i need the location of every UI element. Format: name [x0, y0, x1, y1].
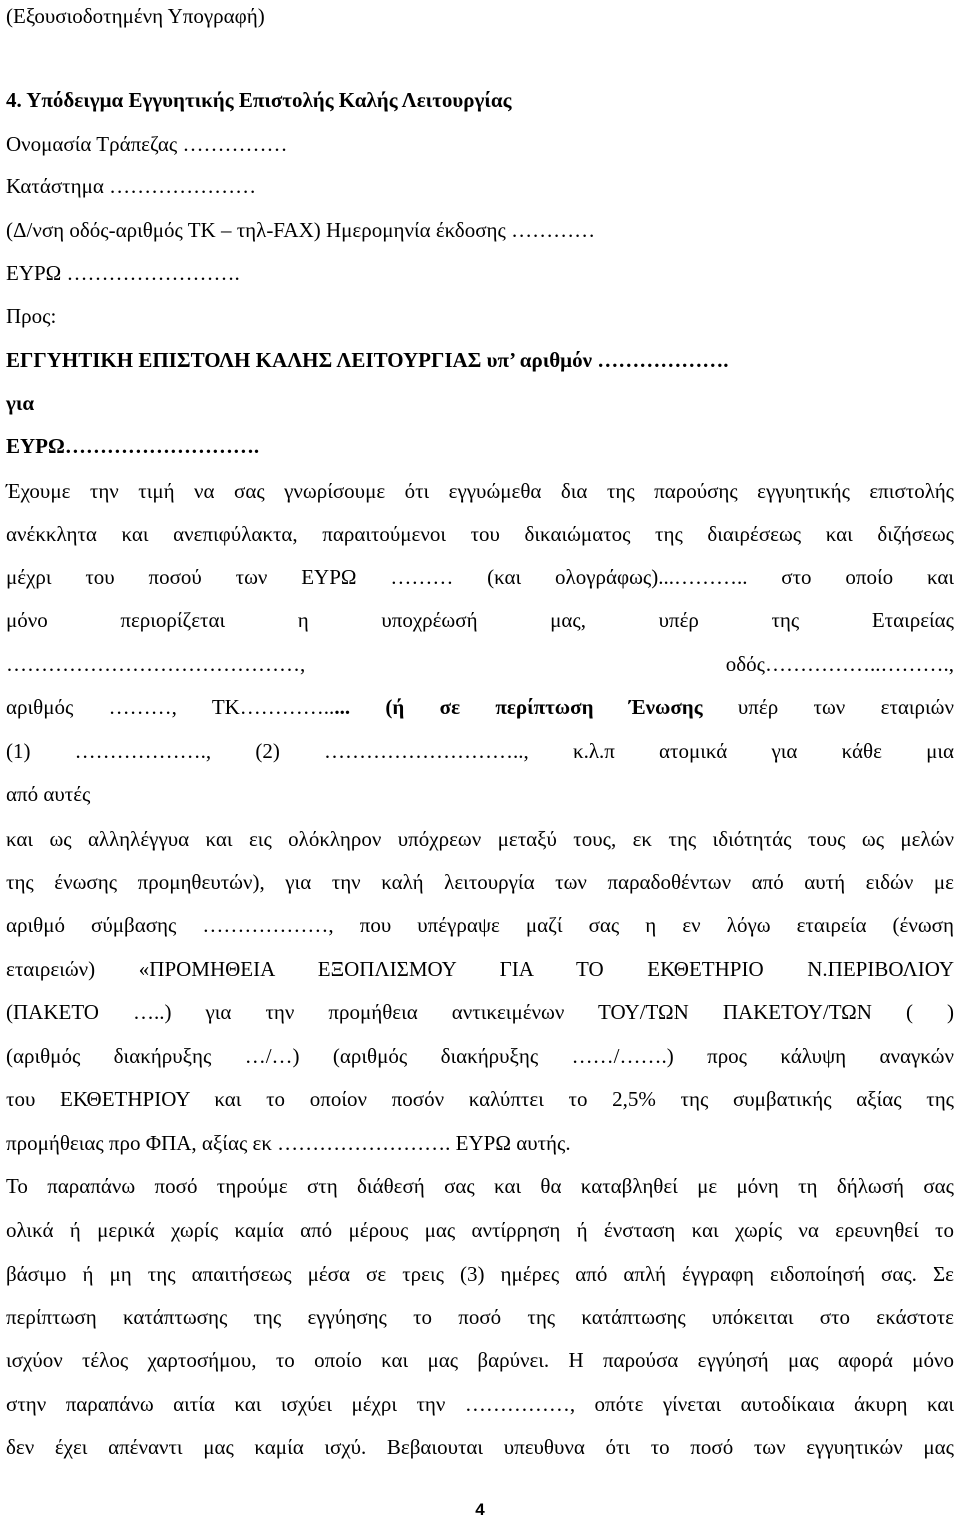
body-line: (αριθμός διακήρυξης …/…) (αριθμός διακήρυξης ……/…….) προς κάλυψη αναγκών [6, 1044, 954, 1068]
bank-name-line: Ονομασία Τράπεζας …………… [6, 132, 288, 156]
section-heading: 4. Υπόδειγμα Εγγυητικής Επιστολής Καλής Λειτουργίας [6, 88, 512, 112]
recipient-line: Προς: [6, 304, 57, 328]
body-fragment-bold: ... (ή σε περίπτωση Ένωσης [334, 695, 703, 719]
body-line: ανέκκλητα και ανεπιφύλακτα, παραιτούμενοι του δικαιώματος της διαιρέσεως και διζήσεως [6, 522, 954, 546]
body-line: της ένωσης προμηθευτών), για την καλή λειτουργία των παραδοθέντων από αυτή ειδών με [6, 870, 954, 894]
body-line: μέχρι του ποσού των ΕΥΡΩ ……… (και ολογράφως)...……….. στο οποίο και [6, 565, 954, 589]
body-line: στην παραπάνω αιτία και ισχύει μέχρι την ……………, οπότε γίνεται αυτοδίκαια άκυρη και [6, 1392, 954, 1416]
body-line [6, 693, 954, 721]
body-line: δεν έχει απέναντι μας καμία ισχύ. Βεβαιουται υπευθυνα ότι το ποσό των εγγυητικών μας [6, 1435, 954, 1459]
signature-caption: (Εξουσιοδοτημένη Υπογραφή) [6, 4, 265, 28]
body-line: εταιρειών) «ΠΡΟΜΗΘΕΙΑ ΕΞΟΠΛΙΣΜΟΥ ΓΙΑ ΤΟ ΕΚΘΕΤΗΡΙΟ Ν.ΠΕΡΙΒΟΛΙΟΥ [6, 957, 954, 981]
body-line: περίπτωση κατάπτωσης της εγγύησης το ποσό της κατάπτωσης υπόκειται στο εκάστοτε [6, 1305, 954, 1329]
body-line: μόνο περιορίζεται η υποχρέωσή μας, υπέρ της Εταιρείας [6, 608, 954, 632]
body-line: από αυτές [6, 782, 91, 806]
letter-title-amount: ΕΥΡΩ………………………. [6, 434, 260, 458]
body-line: προμήθειας προ ΦΠΑ, αξίας εκ ……………………. ΕΥΡΩ αυτής. [6, 1131, 571, 1155]
branch-line: Κατάστημα ………………… [6, 174, 257, 198]
body-fragment: αριθμός ………, ΤΚ………….. [6, 695, 335, 719]
body-line: ισχύον τέλος χαρτοσήμου, το οποίο και μας βαρύνει. Η παρούσα εγγύησή μας αφορά μόνο [6, 1348, 954, 1372]
body-line: αριθμό σύμβασης ………………, που υπέγραψε μαζί σας η εν λόγω εταιρεία (ένωση [6, 913, 954, 937]
address-date-line: (Δ/νση οδός-αριθμός ΤΚ – τηλ-FAX) Ημερομηνία έκδοσης ………… [6, 218, 596, 242]
body-line: Το παραπάνω ποσό τηρούμε στη διάθεσή σας και θα καταβληθεί με μόνη τη δήλωσή σας [6, 1174, 954, 1198]
letter-title-for: για [6, 391, 35, 415]
amount-line: ΕΥΡΩ ……………………. [6, 261, 240, 285]
body-line: βάσιμο ή μη της απαιτήσεως μέσα σε τρεις (3) ημέρες από απλή έγγραφη ειδοποίησή σας. Σε [6, 1262, 954, 1286]
page-number: 4 [475, 1500, 485, 1519]
letter-title: ΕΓΓΥΗΤΙΚΗ ΕΠΙΣΤΟΛΗ ΚΑΛΗΣ ΛΕΙΤΟΥΡΓΙΑΣ υπ’ αριθμόν ………………. [6, 348, 729, 372]
body-line: (ΠΑΚΕΤΟ …..) για την προμήθεια αντικειμένων ΤΟΥ/ΤΩΝ ΠΑΚΕΤΟΥ/ΤΩΝ ( ) [6, 1000, 954, 1024]
body-line: και ως αλληλέγγυα και εις ολόκληρον υπόχρεων μεταξύ τους, εκ της ιδιότητάς τους ως μελών [6, 827, 954, 851]
body-line: Έχουμε την τιμή να σας γνωρίσουμε ότι εγγυώμεθα δια της παρούσης εγγυητικής επιστολής [6, 479, 954, 503]
body-line: του ΕΚΘΕΤΗΡΙΟΥ και το οποίον ποσόν καλύπτει το 2,5% της συμβατικής αξίας της [6, 1087, 954, 1111]
body-line: (1) ………………., (2) ……………………….., κ.λ.π ατομικά για κάθε μια [6, 739, 954, 763]
body-line: ολικά ή μερικά χωρίς καμία από μέρους μας αντίρρηση ή ένσταση και χωρίς να ερευνηθεί το [6, 1218, 954, 1242]
body-fragment: υπέρ των εταιριών [702, 695, 954, 719]
body-line: ……………………………………, οδός……………..………., [6, 652, 954, 676]
